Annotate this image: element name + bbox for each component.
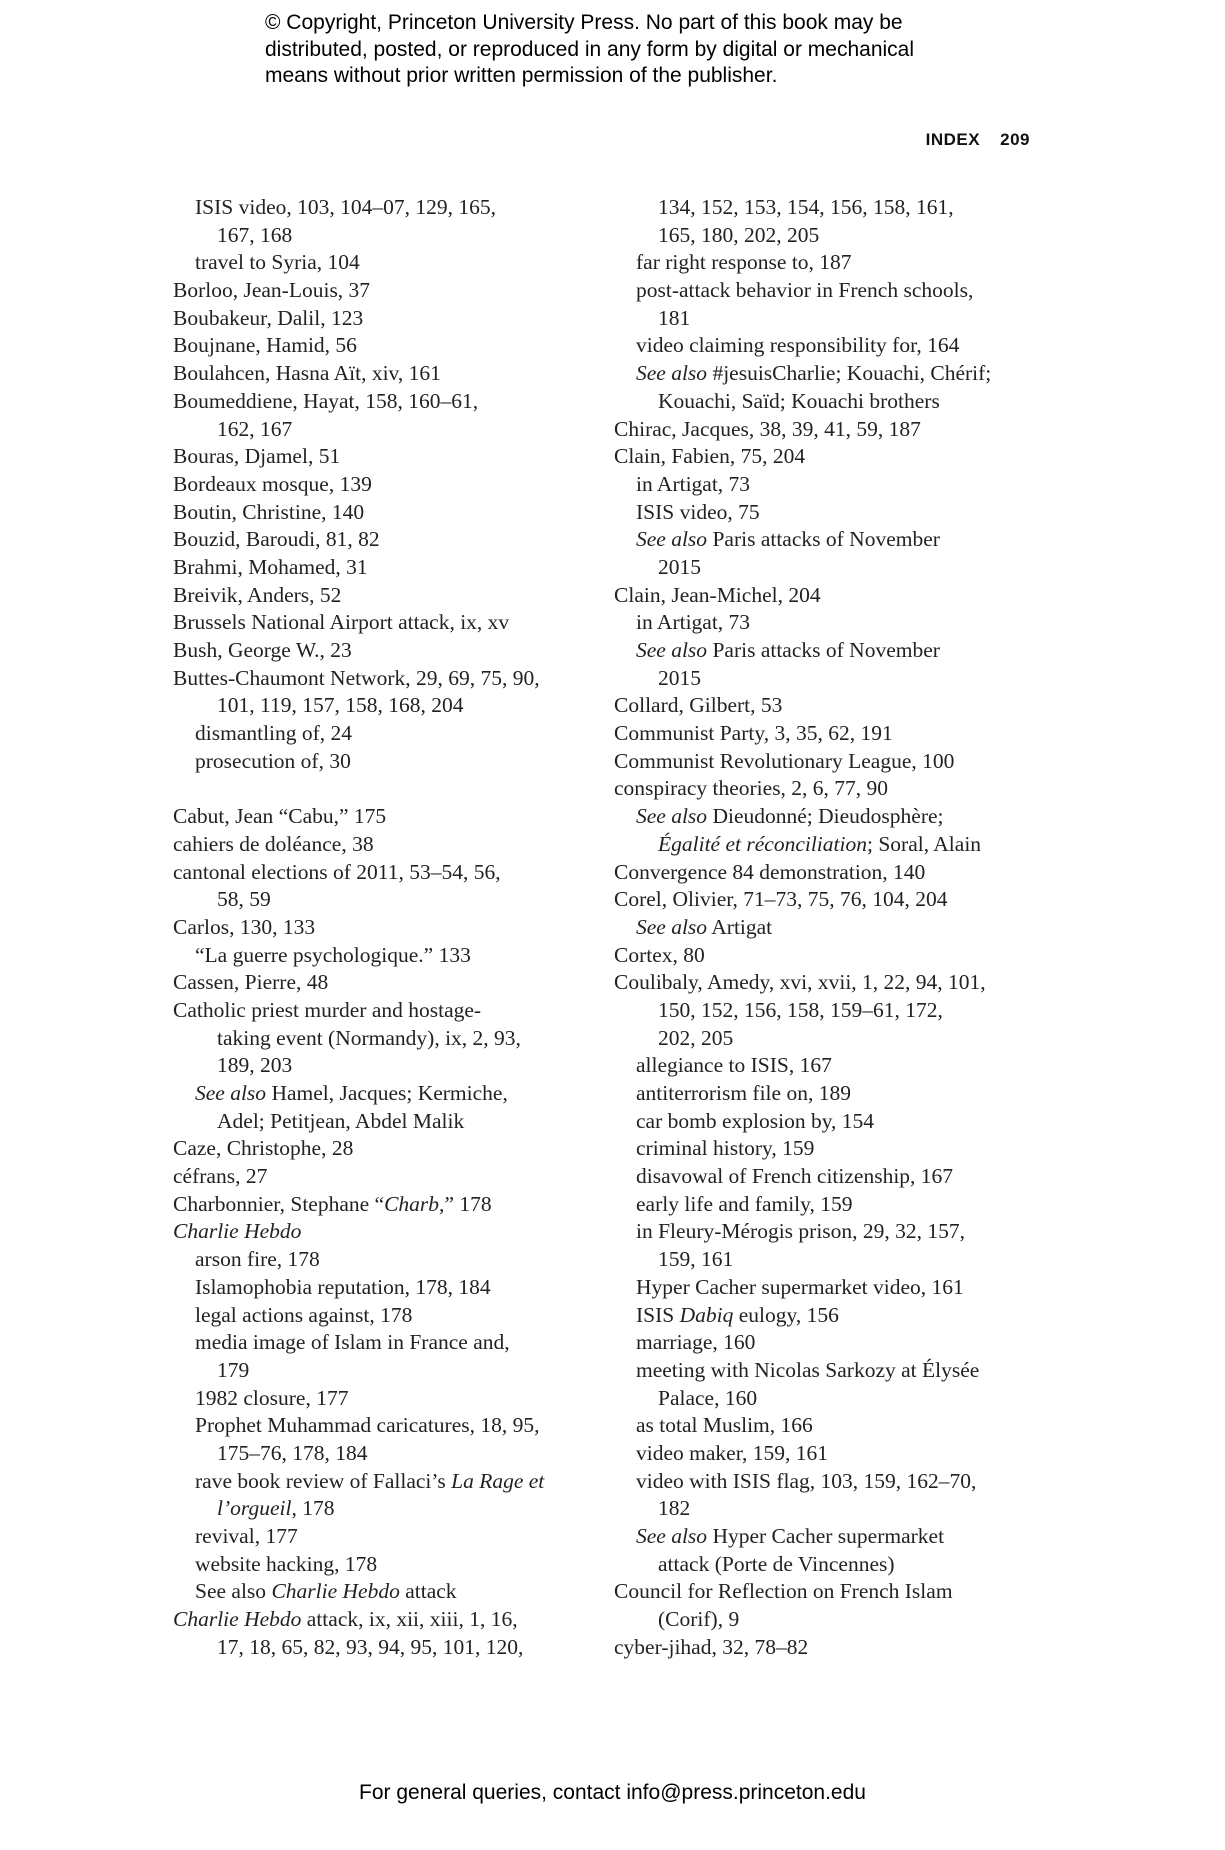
index-subentry (614, 1025, 1034, 1053)
index-text: allegiance to ISIS, 167 (636, 1053, 832, 1078)
index-column-left (173, 194, 613, 1661)
index-entry (173, 1135, 613, 1163)
index-subentry (614, 222, 1034, 250)
index-italic-text: Charlie Hebdo (271, 1579, 400, 1604)
index-text: car bomb explosion by, 154 (636, 1108, 875, 1133)
index-subentry (614, 1357, 1034, 1385)
index-text: Cortex, 80 (614, 942, 705, 967)
index-text: 189, 203 (217, 1053, 293, 1078)
index-subentry (614, 831, 1034, 859)
index-italic-text: See also (636, 361, 708, 386)
index-subentry (173, 249, 613, 277)
index-subentry (173, 1025, 613, 1053)
index-text: 17, 18, 65, 82, 93, 94, 95, 101, 120, (217, 1634, 524, 1659)
index-subentry (614, 1551, 1034, 1579)
index-text: Palace, 160 (658, 1385, 758, 1410)
index-entry (614, 720, 1034, 748)
index-text: post-attack behavior in French schools, (636, 278, 974, 303)
index-text: Prophet Muhammad caricatures, 18, 95, (195, 1413, 540, 1438)
index-text: 1982 closure, 177 (195, 1385, 349, 1410)
index-subentry (173, 1385, 613, 1413)
index-text: conspiracy theories, 2, 6, 77, 90 (614, 776, 889, 801)
index-text: prosecution of, 30 (195, 748, 351, 773)
index-text: early life and family, 159 (636, 1191, 853, 1216)
index-entry (173, 305, 613, 333)
index-text: Adel; Petitjean, Abdel Malik (217, 1108, 465, 1133)
index-subentry (614, 1468, 1034, 1496)
index-italic-text: See also (636, 527, 708, 552)
index-subentry (614, 554, 1034, 582)
index-subentry (614, 1108, 1034, 1136)
copyright-line: © Copyright, Princeton University Press. No part of this book may be (265, 11, 903, 34)
index-italic-text: Charlie Hebdo (173, 1219, 302, 1244)
index-subentry (614, 471, 1034, 499)
index-italic-text: See also (636, 914, 708, 939)
index-text: video claiming responsibility for, 164 (636, 333, 960, 358)
index-italic-text: See also (636, 804, 708, 829)
index-text: cantonal elections of 2011, 53–54, 56, (173, 859, 501, 884)
index-entry (614, 416, 1034, 444)
index-text: cahiers de doléance, 38 (173, 831, 374, 856)
index-entry (614, 443, 1034, 471)
index-italic-text: La Rage et (451, 1468, 545, 1493)
index-subentry (614, 249, 1034, 277)
index-text: Islamophobia reputation, 178, 184 (195, 1274, 491, 1299)
index-entry (614, 692, 1034, 720)
index-subentry (173, 1080, 613, 1108)
index-text: travel to Syria, 104 (195, 250, 360, 275)
index-text: ISIS video, 75 (636, 499, 760, 524)
index-italic-text: See also (195, 1081, 267, 1105)
index-entry (173, 803, 613, 831)
index-text: Boubakeur, Dalil, 123 (173, 305, 364, 330)
index-text: Council for Reflection on French Islam (614, 1579, 953, 1604)
index-subentry (614, 388, 1034, 416)
index-text: as total Muslim, 166 (636, 1413, 813, 1438)
index-entry (614, 969, 1034, 997)
index-text: Clain, Jean-Michel, 204 (614, 582, 821, 607)
index-entry (614, 775, 1034, 803)
index-entry (173, 859, 613, 887)
index-text: Clain, Fabien, 75, 204 (614, 444, 806, 469)
index-subentry (173, 1357, 613, 1385)
index-text: Communist Party, 3, 35, 62, 191 (614, 721, 893, 746)
index-entry (614, 1634, 1034, 1662)
index-text: dismantling of, 24 (195, 721, 353, 746)
index-italic-text: Dabiq (679, 1302, 734, 1327)
index-subentry (614, 1163, 1034, 1191)
index-text: 202, 205 (658, 1025, 734, 1050)
index-text: Brussels National Airport attack, ix, xv (173, 610, 510, 635)
index-subentry (173, 942, 613, 970)
index-entry (173, 388, 613, 416)
index-subentry (614, 914, 1034, 942)
index-text: 150, 152, 156, 158, 159–61, 172, (658, 997, 943, 1022)
index-entry (614, 748, 1034, 776)
index-subentry (614, 1606, 1034, 1634)
index-subentry (173, 222, 613, 250)
index-text: media image of Islam in France and, (195, 1330, 510, 1355)
running-header (900, 130, 1030, 150)
index-subentry (173, 1468, 613, 1496)
index-text: céfrans, 27 (173, 1164, 268, 1189)
index-text: taking event (Normandy), ix, 2, 93, (217, 1025, 521, 1050)
index-subentry (614, 1385, 1034, 1413)
index-subentry (614, 637, 1034, 665)
index-subentry (614, 1274, 1034, 1302)
index-text: website hacking, 178 (195, 1551, 378, 1576)
index-text: 179 (217, 1357, 250, 1382)
index-subentry (173, 1052, 613, 1080)
index-text: Hyper Cacher supermarket video, 161 (636, 1274, 964, 1299)
index-subentry (173, 886, 613, 914)
index-text: 175–76, 178, 184 (217, 1440, 368, 1465)
index-subentry (614, 665, 1034, 693)
index-subentry (173, 1440, 613, 1468)
footer-contact: For general queries, contact info@press.princeton.edu (359, 1781, 866, 1804)
index-entry (614, 886, 1034, 914)
index-text: Coulibaly, Amedy, xvi, xvii, 1, 22, 94, 101, (614, 970, 986, 995)
index-subentry (614, 1302, 1034, 1330)
index-text: Dieudonné; Dieudosphère; (707, 804, 944, 829)
copyright-notice (265, 10, 1025, 90)
index-subentry (173, 416, 613, 444)
index-entry (173, 1606, 613, 1634)
index-text: ” 178 (444, 1191, 492, 1216)
index-column-right (614, 194, 1034, 1661)
index-subentry (173, 1108, 613, 1136)
index-text: attack (Porte de Vincennes) (658, 1551, 895, 1576)
index-subentry (173, 1523, 613, 1551)
index-text: #jesuisCharlie; Kouachi, Chérif; (707, 361, 992, 386)
index-text: Buttes-Chaumont Network, 29, 69, 75, 90, (173, 665, 540, 690)
index-subentry (614, 1052, 1034, 1080)
index-subentry (173, 1412, 613, 1440)
index-text: Convergence 84 demonstration, 140 (614, 859, 926, 884)
index-text: video with ISIS flag, 103, 159, 162–70, (636, 1468, 977, 1493)
index-text: 159, 161 (658, 1247, 734, 1272)
index-subentry (614, 1412, 1034, 1440)
index-text: attack (399, 1579, 457, 1604)
index-subentry (614, 1523, 1034, 1551)
index-text: Artigat (707, 914, 773, 939)
index-text: 167, 168 (217, 222, 293, 247)
index-text: revival, 177 (195, 1524, 298, 1548)
index-text: 2015 (658, 554, 701, 579)
header-label: INDEX (925, 130, 981, 149)
index-italic-text: Charlie Hebdo (173, 1607, 302, 1632)
index-entry (173, 1191, 613, 1219)
index-text: Charbonnier, Stephane “ (173, 1191, 385, 1216)
index-text: arson fire, 178 (195, 1247, 320, 1272)
index-text: Cabut, Jean “Cabu,” 175 (173, 804, 387, 829)
index-subentry (614, 997, 1034, 1025)
index-subentry (614, 1080, 1034, 1108)
index-text: Borloo, Jean-Louis, 37 (173, 278, 371, 303)
index-text: Bordeaux mosque, 139 (173, 471, 372, 496)
index-text: Chirac, Jacques, 38, 39, 41, 59, 187 (614, 416, 921, 441)
index-italic-text: Égalité et réconciliation (658, 831, 867, 856)
index-entry (614, 859, 1034, 887)
index-entry (173, 499, 613, 527)
index-text: video maker, 159, 161 (636, 1440, 828, 1465)
index-text: criminal history, 159 (636, 1136, 815, 1161)
index-italic-text: See also (636, 1524, 708, 1548)
index-text: Cassen, Pierre, 48 (173, 970, 329, 995)
index-text: Corel, Olivier, 71–73, 75, 76, 104, 204 (614, 887, 948, 912)
index-text: Bush, George W., 23 (173, 638, 352, 662)
index-entry (173, 554, 613, 582)
index-text: Communist Revolutionary League, 100 (614, 748, 955, 773)
index-entry (173, 582, 613, 610)
index-subentry (614, 332, 1034, 360)
index-text: See also (195, 1579, 272, 1604)
index-subentry (173, 692, 613, 720)
index-subentry (614, 194, 1034, 222)
index-entry (173, 443, 613, 471)
index-letter-gap (173, 775, 613, 803)
index-text: Kouachi, Saïd; Kouachi brothers (658, 388, 940, 413)
index-subentry (173, 1246, 613, 1274)
index-subentry (173, 720, 613, 748)
index-subentry (614, 360, 1034, 388)
index-entry (173, 969, 613, 997)
index-subentry (614, 609, 1034, 637)
index-subentry (614, 1329, 1034, 1357)
index-text: attack, ix, xii, xiii, 1, 16, (301, 1607, 518, 1632)
index-subentry (173, 1274, 613, 1302)
index-text: Hyper Cacher supermarket (707, 1524, 945, 1548)
index-text: 2015 (658, 665, 701, 690)
index-subentry (614, 305, 1034, 333)
index-text: meeting with Nicolas Sarkozy at Élysée (636, 1357, 980, 1382)
index-text: Bouras, Djamel, 51 (173, 444, 341, 469)
index-subentry (614, 1135, 1034, 1163)
index-text: ISIS video, 103, 104–07, 129, 165, (195, 195, 496, 219)
index-text: in Artigat, 73 (636, 471, 751, 496)
index-italic-text: Charb, (384, 1191, 445, 1216)
index-entry (173, 1218, 613, 1246)
index-entry (173, 277, 613, 305)
index-text: disavowal of French citizenship, 167 (636, 1164, 954, 1189)
index-subentry (614, 803, 1034, 831)
index-text: in Fleury-Mérogis prison, 29, 32, 157, (636, 1219, 966, 1244)
index-text: 162, 167 (217, 416, 293, 441)
index-entry (173, 665, 613, 693)
index-text: rave book review of Fallaci’s (195, 1468, 452, 1493)
index-text: , 178 (291, 1496, 335, 1521)
index-text: legal actions against, 178 (195, 1302, 413, 1327)
index-subentry (173, 1329, 613, 1357)
index-text: Hamel, Jacques; Kermiche, (266, 1081, 508, 1105)
index-text: Paris attacks of November (707, 638, 940, 662)
index-text: 182 (658, 1496, 691, 1521)
index-text: Caze, Christophe, 28 (173, 1136, 354, 1161)
index-text: Boujnane, Hamid, 56 (173, 333, 357, 358)
index-text: antiterrorism file on, 189 (636, 1081, 851, 1105)
index-text: Bouzid, Baroudi, 81, 82 (173, 527, 380, 552)
index-text: marriage, 160 (636, 1330, 756, 1355)
index-text: 58, 59 (217, 887, 271, 912)
index-text: Boutin, Christine, 140 (173, 499, 365, 524)
index-text: Boumeddiene, Hayat, 158, 160–61, (173, 388, 479, 413)
index-text: eulogy, 156 (733, 1302, 839, 1327)
index-subentry (173, 194, 613, 222)
index-entry (173, 609, 613, 637)
index-entry (173, 471, 613, 499)
index-subentry (614, 1440, 1034, 1468)
index-text: Boulahcen, Hasna Aït, xiv, 161 (173, 361, 441, 386)
index-text: far right response to, 187 (636, 250, 852, 275)
index-italic-text: See also (636, 638, 708, 662)
index-text: 134, 152, 153, 154, 156, 158, 161, (658, 195, 954, 219)
index-subentry (173, 1578, 613, 1606)
index-text: 181 (658, 305, 691, 330)
index-subentry (173, 748, 613, 776)
index-entry (173, 997, 613, 1025)
index-entry (173, 526, 613, 554)
index-text: 101, 119, 157, 158, 168, 204 (217, 693, 464, 718)
copyright-line: means without prior written permission of the publisher. (265, 64, 778, 87)
index-subentry (173, 1634, 613, 1662)
index-text: (Corif), 9 (658, 1607, 740, 1632)
index-entry (173, 914, 613, 942)
index-text: ISIS (636, 1302, 680, 1327)
page-number: 209 (1000, 130, 1030, 149)
index-subentry (614, 1218, 1034, 1246)
index-entry (173, 1163, 613, 1191)
index-text: Carlos, 130, 133 (173, 914, 316, 939)
copyright-line: distributed, posted, or reproduced in any form by digital or mechanical (265, 37, 915, 61)
index-text: ; Soral, Alain (866, 831, 982, 856)
index-entry (173, 332, 613, 360)
index-text: in Artigat, 73 (636, 610, 751, 635)
index-subentry (614, 1246, 1034, 1274)
index-subentry (614, 277, 1034, 305)
index-text: Brahmi, Mohamed, 31 (173, 554, 368, 579)
index-text: “La guerre psychologique.” 133 (195, 942, 471, 967)
index-subentry (614, 1191, 1034, 1219)
index-entry (614, 1578, 1034, 1606)
index-subentry (173, 1495, 613, 1523)
index-text: Breivik, Anders, 52 (173, 582, 342, 607)
index-subentry (173, 1551, 613, 1579)
index-text: Collard, Gilbert, 53 (614, 693, 783, 718)
index-italic-text: l’orgueil (217, 1496, 292, 1521)
index-entry (614, 942, 1034, 970)
index-entry (173, 637, 613, 665)
index-subentry (614, 1495, 1034, 1523)
index-text: 165, 180, 202, 205 (658, 222, 820, 247)
index-subentry (173, 1302, 613, 1330)
index-entry (614, 582, 1034, 610)
index-text: cyber-jihad, 32, 78–82 (614, 1634, 809, 1659)
index-entry (173, 831, 613, 859)
index-text: Catholic priest murder and hostage- (173, 997, 482, 1022)
index-subentry (614, 499, 1034, 527)
index-subentry (614, 526, 1034, 554)
index-text: Paris attacks of November (707, 527, 940, 552)
index-entry (173, 360, 613, 388)
